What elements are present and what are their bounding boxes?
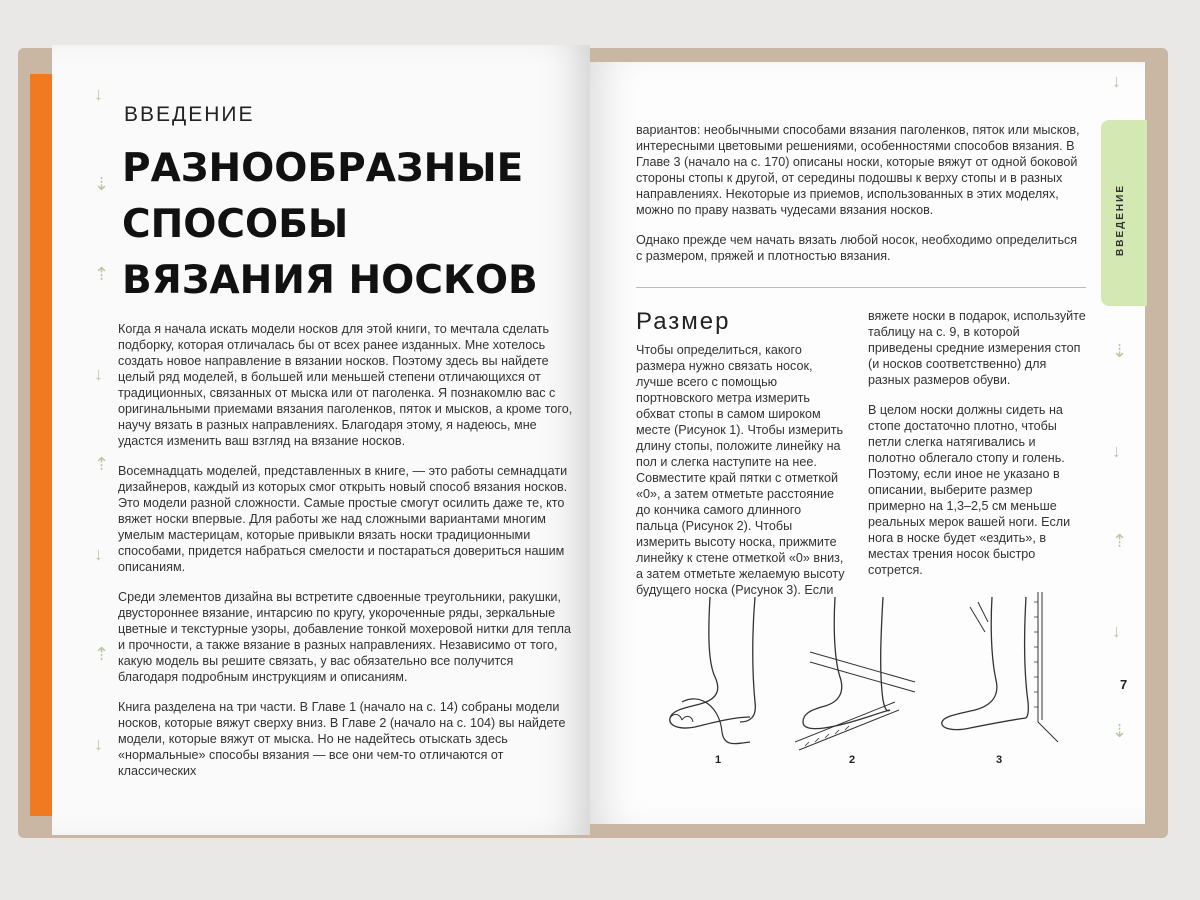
paragraph: Среди элементов дизайна вы встретите сдвоенные треугольники, ракушки, двустороннее вязание, интарсию по кругу, укороченные ряды, зеркальные цветные и текстурные узоры, добавление тонкой мохеровой нитки для тепла и прочности, а также вязание в разных направлениях. Независимо от того, какую модель вы решите связать, у вас обязательно все получится благодаря подробным инструкциям и описаниям. [118, 590, 571, 684]
left-page [52, 45, 590, 835]
paragraph: Книга разделена на три части. В Главе 1 (начало на с. 14) собраны модели носков, которые вяжут сверху вниз. В Главе 2 (начало на с. 104) вы найдете модели, которые вяжут от мыска. Но не надейтесь отыскать здесь «нормальные» способы вязания — все они чем-то отличаются от классических [118, 700, 566, 778]
figure-label-3: 3 [996, 754, 1003, 766]
paragraph: Чтобы определиться, какого размера нужно связать носок, лучше всего с помощью портновского метра измерить обхват стопы в самом широком месте (Рисунок 1). Чтобы измерить длину стопы, положите линейку на пол и слегка наступите на нее. Совместите край пятки с отметкой «0», а затем отметьте расстояние до кончика самого длинного пальца (Рисунок 2). Чтобы измерить высоту носка, прижмите линейку к стене отметкой «0» вниз, а затем отметьте желаемую высоту будущего носка (Рисунок 3). Если [636, 343, 845, 597]
foot-figure-2 [795, 592, 925, 752]
right-page [590, 62, 1145, 824]
arrow-decoration-left: ↓ ⇣ ⇡ ↓ ⇡ ↓ ⇡ ↓ [94, 84, 110, 754]
right-intro [636, 122, 1086, 278]
paragraph: вяжете носки в подарок, используйте таблицу на с. 9, в которой приведены средние измерения стоп (и носков соответственно) для разных размеров обуви. [868, 309, 1086, 387]
paragraph: Восемнадцать моделей, представленных в книге, — это работы семнадцати дизайнеров, каждый из которых смог открыть новый способ вязания носков. Это модели разной сложности. Самые простые смогут осилить даже те, кто вяжет носки впервые. Для работы же над сложными вариантами многим умелым мастерицам, которые привыкли вязать носки традиционными способами, придется набраться смелости и постараться довериться нашим описаниям. [118, 464, 568, 574]
headline-line: ВЯЗАНИЯ НОСКОВ [122, 258, 538, 303]
paragraph: вариантов: необычными способами вязания паголенков, пяток или мысков, интересными цветовыми решениями, особенностями способов вязания. В Главе 3 (начало на с. 170) описаны носки, которые вяжут от одной боковой стороны стопы к другой, от середины подошвы к верху стопы и в разных направлениях. Некоторые из приемов, использованных в этих моделях, можно по праву назвать чудесами вязания носков. [636, 123, 1080, 217]
foot-figure-1 [660, 592, 770, 752]
headline-line: РАЗНООБРАЗНЫЕ [122, 146, 524, 191]
chapter-tab-label: ВВЕДЕНИЕ [1115, 184, 1126, 256]
paragraph: Однако прежде чем начать вязать любой носок, необходимо определиться с размером, пряжей и плотностью вязания. [636, 233, 1078, 263]
headline-line: СПОСОБЫ [122, 202, 349, 247]
chapter-tab [1101, 120, 1147, 306]
arrow-decoration-right: ↓ ⇣ ↓ ⇡ ↓ ⇣ [1112, 71, 1128, 741]
divider [636, 287, 1086, 288]
column-1 [636, 342, 846, 612]
foot-figure-3 [930, 592, 1070, 752]
left-body [118, 321, 574, 793]
figure-label-2: 2 [849, 754, 856, 766]
paragraph: Когда я начала искать модели носков для этой книги, то мечтала сделать подборку, которая отличалась бы от всех ранее изданных. Мне хотелось создать новое направление в вязании носков. Поэтому здесь вы найдете целый ряд моделей, в большей или меньшей степени отличающихся от традиционных, связанных от мыска или от паголенка. Я познакомлю вас с оригинальными приемами вязания паголенков, пяток и мысков, а кроме того, научу вязать в разных направлениях. Благодаря этому, я надеюсь, мне удастся изменить ваш взгляд на вязание носков. [118, 322, 573, 448]
paragraph: В целом носки должны сидеть на стопе достаточно плотно, чтобы петли слегка натягивались и полотно облегало стопу и голень. Поэтому, если иное не указано в описании, выберите размер примерно на 1,3–2,5 см меньше реальных мерок вашей ноги. Если нога в носке будет «ездить», в местах трения носок быстро сотрется. [868, 403, 1071, 577]
section-title: Размер [636, 308, 731, 335]
column-2 [868, 308, 1086, 592]
headline [122, 141, 582, 309]
page-number: 7 [1120, 677, 1128, 692]
figure-label-1: 1 [715, 754, 722, 766]
chapter-kicker: ВВЕДЕНИЕ [124, 103, 255, 126]
